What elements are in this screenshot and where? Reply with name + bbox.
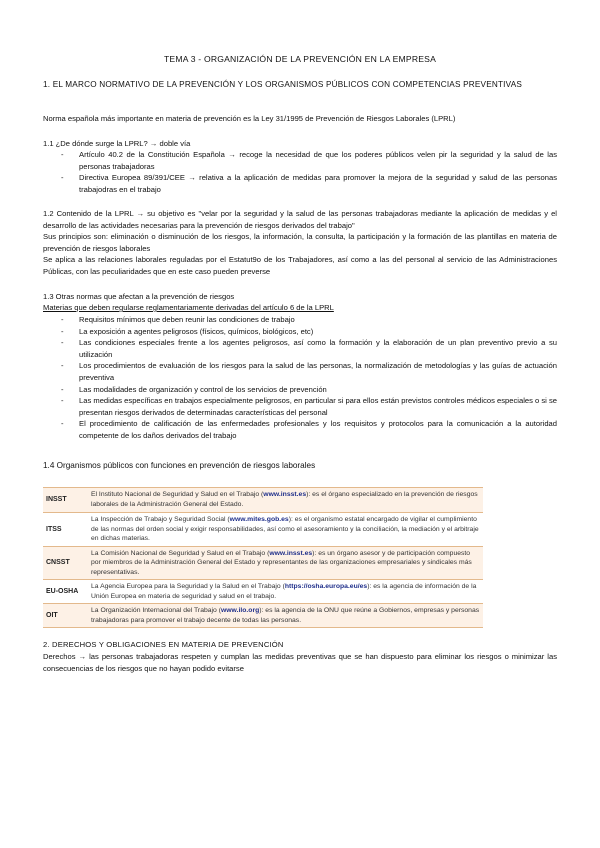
derechos-paragraph: Derechos → las personas trabajadoras respeten y cumplan las medidas preventivas que se han dispuesto para eliminar los riesgos o minimizar las consecuencias de los riesgos que no hayan podido evitarse	[43, 652, 557, 673]
list-item: - La exposición a agentes peligrosos (físicos, químicos, biológicos, etc)	[43, 326, 557, 338]
section-1-3-list	[43, 314, 557, 442]
organismos-table	[43, 487, 483, 628]
section-1-2-paragraph: 1.2 Contenido de la LPRL → su objetivo es "velar por la seguridad y la salud de las personas trabajadoras mediante la aplicación de medidas y el desarrollo de las actividades necesarias para la prevención de riesgos derivados del trabajo"	[43, 209, 557, 230]
section-1-1-title: 1.1 ¿De dónde surge la LPRL? → doble vía	[43, 139, 191, 148]
table-row	[43, 488, 483, 513]
org-link[interactable]: www.mites.gob.es	[229, 516, 289, 524]
list-item: - Las condiciones especiales frente a los agentes peligrosos, así como la formación y la elaboración de un plan preventivo previo a su utilización	[43, 337, 557, 360]
org-link[interactable]: www.ilo.org	[220, 606, 260, 614]
section-1-1-list	[43, 149, 557, 195]
org-abbr: EU-OSHA	[46, 587, 79, 595]
table-row	[43, 604, 483, 628]
list-item: - Artículo 40.2 de la Constitución Española → recoge la necesidad de que los poderes públicos velen pir la seguridad y la salud de las personas trabajadoras	[43, 149, 557, 172]
org-link[interactable]: https://osha.europa.eu/es	[284, 582, 368, 590]
org-abbr: INSST	[43, 488, 89, 513]
section-1-4-title: 1.4 Organismos públicos con funciones en prevención de riesgos laborales	[43, 461, 316, 470]
org-description: La Organización Internacional del Trabajo (www.ilo.org): es la agencia de la ONU que reúne a Gobiernos, empresas y personas trabajadoras para promover el trabajo decente de todas las personas.	[89, 604, 483, 628]
list-item: - Los procedimientos de evaluación de los riesgos para la salud de las personas, la normalización de metodologías y las guías de actuación preventiva	[43, 360, 557, 383]
org-abbr: OIT	[43, 604, 89, 628]
table-row	[43, 547, 483, 580]
list-item: - Requisitos mínimos que deben reunir las condiciones de trabajo	[43, 314, 557, 326]
list-item: - Directiva Europea 89/391/CEE → relativa a la aplicación de medidas para promover la mejora de la seguridad y salud de las personas trabajodras en el trabajo	[43, 172, 557, 195]
section-1-heading: 1. EL MARCO NORMATIVO DE LA PREVENCIÓN Y LOS ORGANISMOS PÚBLICOS CON COMPETENCIAS PREVENTIVAS	[43, 80, 523, 89]
list-item: - El procedimiento de calificación de las enfermedades profesionales y los requisitos y protocolos para la comunicación a la autoridad competente de los daños derivados del trabajo	[43, 418, 557, 441]
org-description: La Agencia Europea para la Seguridad y la Salud en el Trabajo (https://osha.europa.eu/es): es la agencia de información de la Unión Europea en materia de seguridad y salud en el trabajo.	[91, 582, 477, 600]
principles-paragraph: Sus principios son: eliminación o disminución de los riesgos, la información, la consulta, la participación y la formación de las plantillas en materia de prevención de riesgos laborales	[43, 232, 557, 253]
section-1-3-title: 1.3 Otras normas que afectan a la prevención de riesgos	[43, 292, 235, 301]
document-title: TEMA 3 - ORGANIZACIÓN DE LA PREVENCIÓN EN LA EMPRESA	[163, 54, 437, 64]
org-link[interactable]: www.insst.es	[269, 549, 313, 557]
org-abbr: ITSS	[46, 525, 62, 533]
scope-paragraph: Se aplica a las relaciones laborales reguladas por el Estatut9o de los Trabajadores, así como a las del personal al servicio de las Administraciones Públicas, con las peculiaridades que en este caso pueden preverse	[43, 255, 557, 276]
table-row	[43, 513, 483, 547]
table-row	[43, 580, 483, 604]
list-item: - Las modalidades de organización y control de los servicios de prevención	[43, 384, 557, 396]
org-description: La Comisión Nacional de Seguridad y Salud en el Trabajo (www.insst.es): es un órgano asesor y de participación compuesto por miembros de la Administración General del Estado y representantes de las organizaciones empresariales y sindicales más representativas.	[89, 547, 483, 580]
section-2-heading: 2. DERECHOS Y OBLIGACIONES EN MATERIA DE PREVENCIÓN	[43, 640, 284, 649]
section-1-2	[43, 208, 557, 278]
list-item: - Las medidas específicas en trabajos especialmente peligrosos, en particular si para ellos están previstos controles médicos especiales o si se presentan riesgos derivados de determinadas características del personal	[43, 395, 557, 418]
norma-paragraph: Norma española más importante en materia de prevención es la Ley 31/1995 de Prevención de Riesgos Laborales (LPRL)	[43, 114, 456, 123]
org-description: El Instituto Nacional de Seguridad y Salud en el Trabajo (www.insst.es): es el órgano especializado en la prevención de riesgos laborales de la Administración General del Estado.	[89, 488, 483, 513]
section-1-3-subtitle: Materias que deben regularse reglamentariamente derivadas del artículo 6 de la LPRL	[43, 303, 334, 312]
org-description: La Inspección de Trabajo y Seguridad Social (www.mites.gob.es): es el organismo estatal encargado de vigilar el cumplimiento de las normas del orden social y exigir responsabilidades, así como el asesoramiento y la conciliación, la mediación y el arbitraje en dichas materias.	[91, 516, 479, 543]
org-link[interactable]: www.insst.es	[263, 491, 307, 499]
org-abbr: CNSST	[43, 547, 89, 580]
